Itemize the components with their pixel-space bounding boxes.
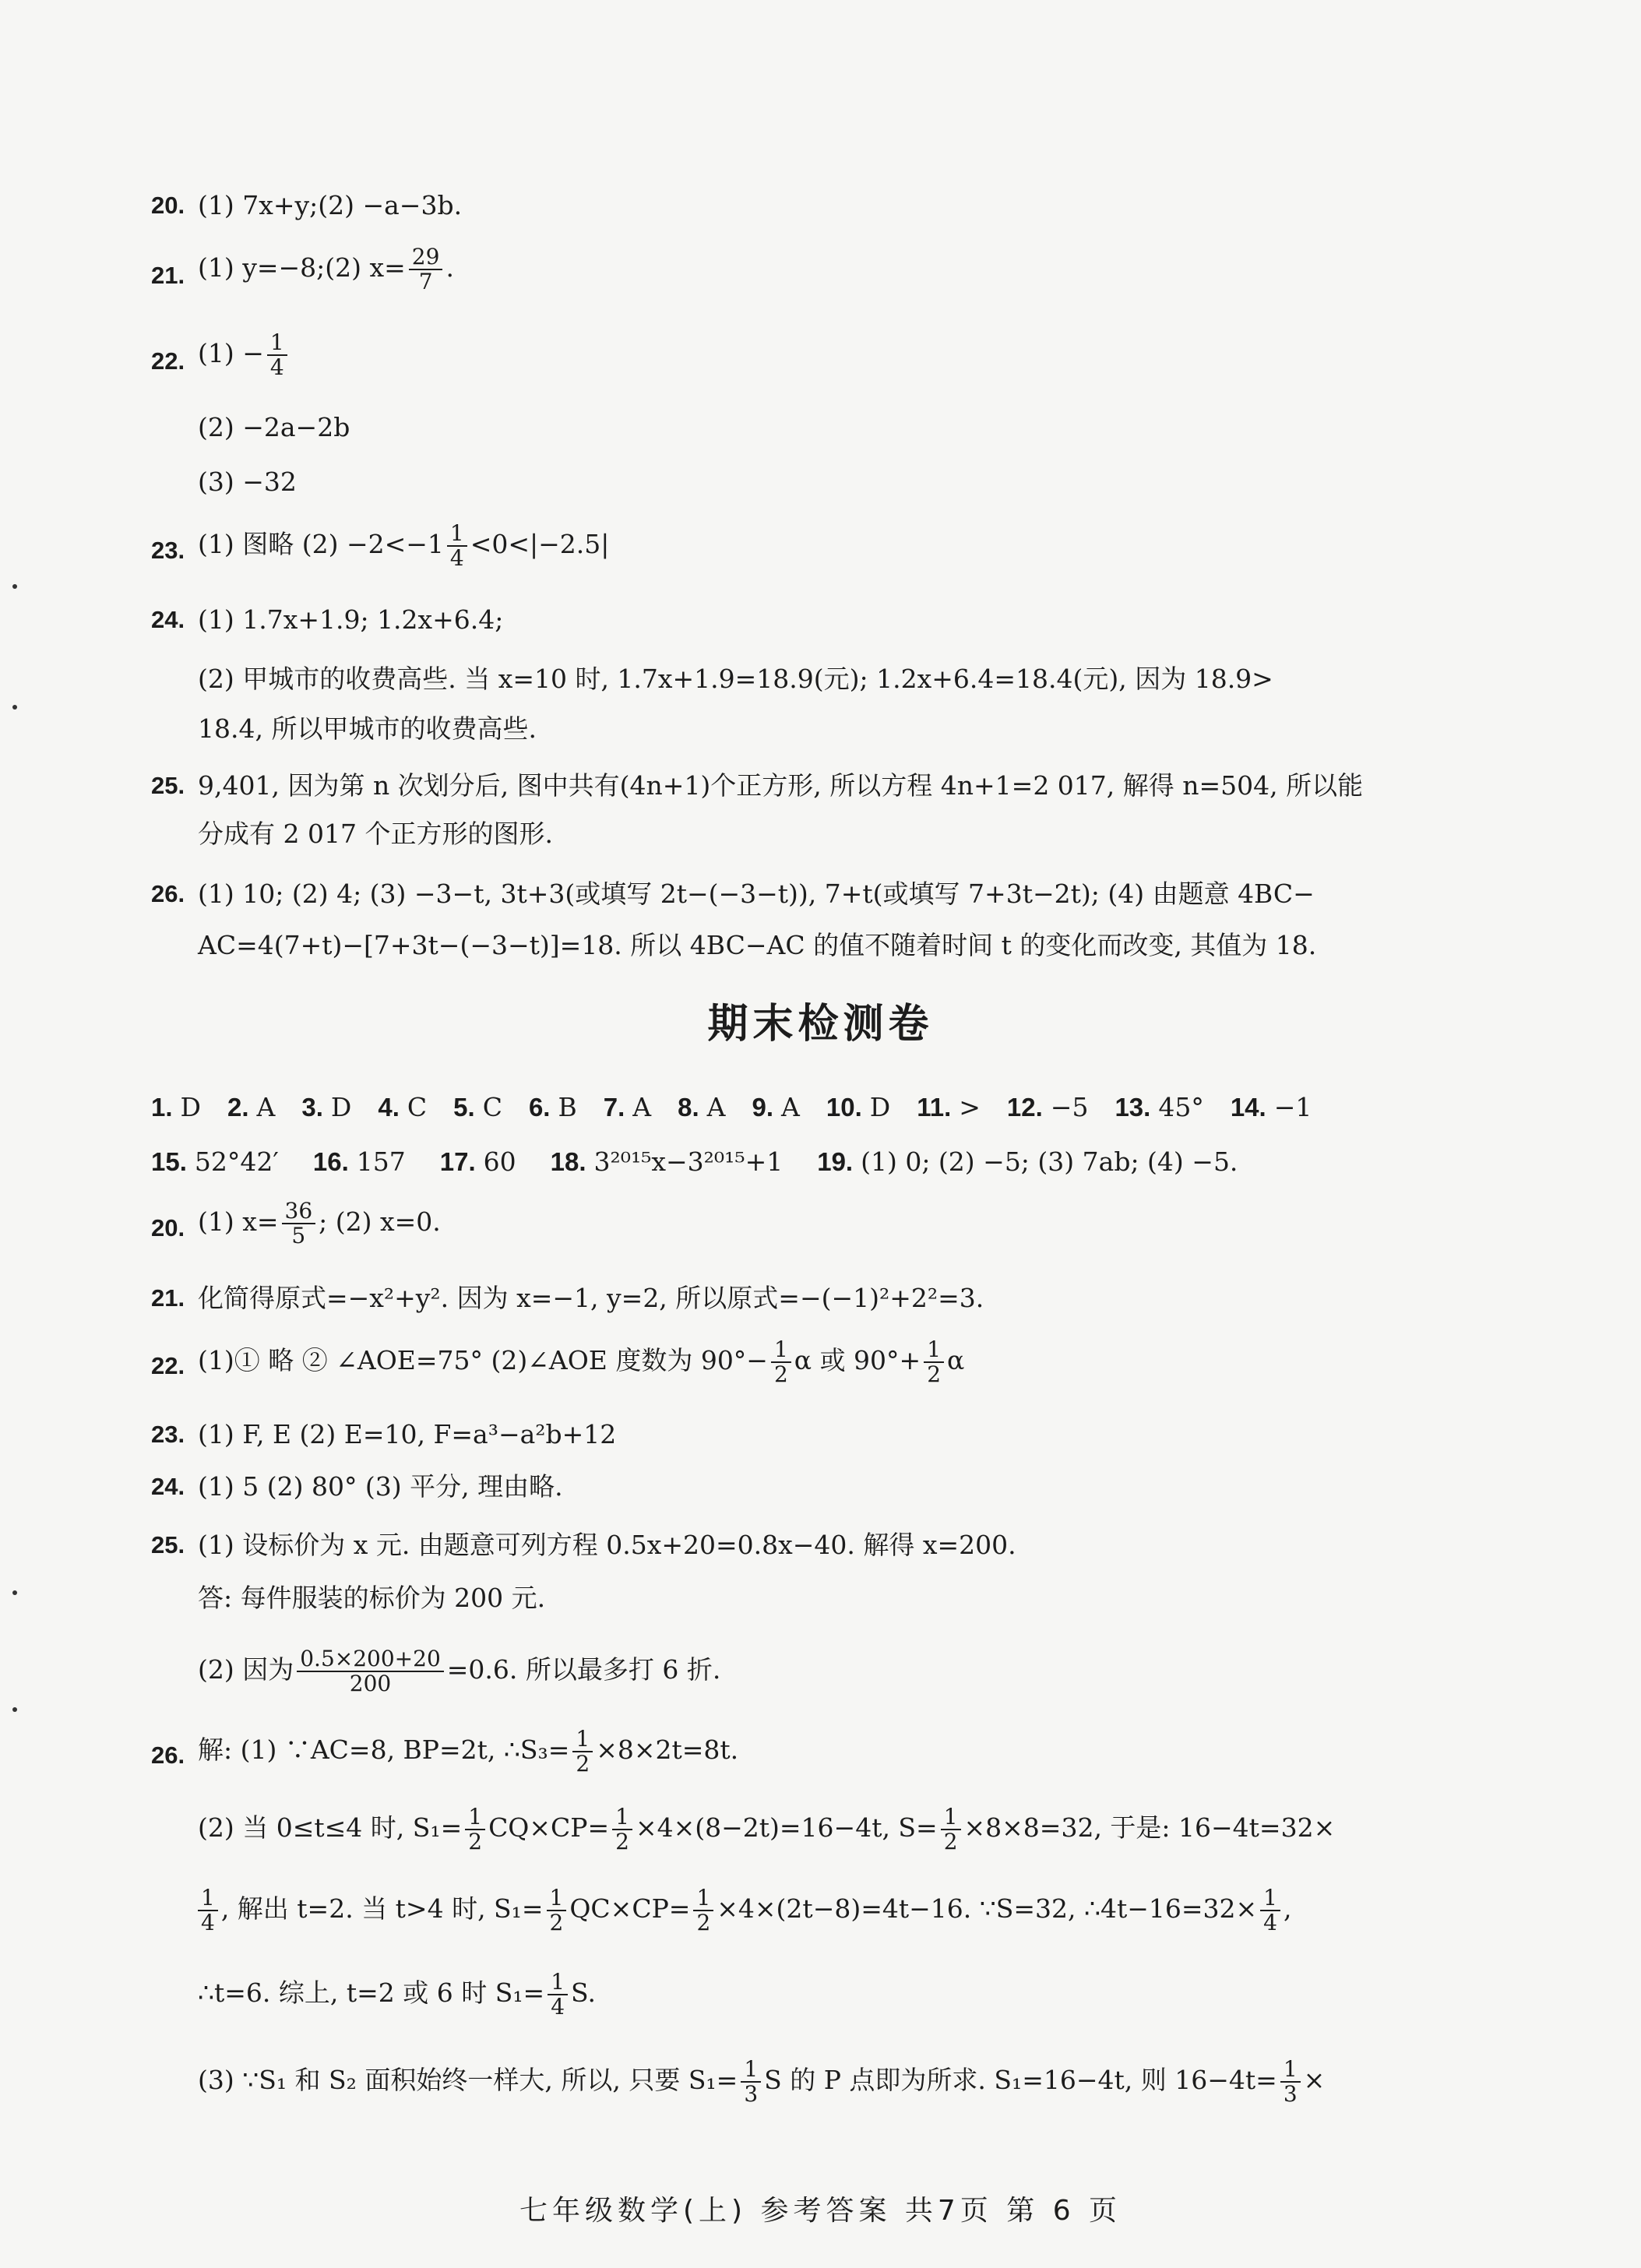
s2-q26-number: 26. <box>151 1742 185 1769</box>
mc-value: D <box>869 1092 891 1122</box>
mc-number: 8. <box>678 1093 699 1122</box>
mc-answer <box>227 1092 275 1122</box>
q20-number: 20. <box>151 192 185 219</box>
mc-number: 14. <box>1230 1093 1266 1122</box>
mc-number: 18. <box>550 1147 586 1176</box>
q23-answer: (1) 图略 (2) −2<−1 $\frac{1}{4}$ <0<|−2.5| <box>198 520 610 571</box>
q25-number: 25. <box>151 772 185 799</box>
mc-number: 19. <box>817 1147 854 1176</box>
mc-answer <box>1231 1092 1312 1122</box>
s2-q22-number: 22. <box>151 1352 185 1379</box>
mc-answer <box>826 1092 890 1122</box>
s2-q21-number: 21. <box>151 1284 185 1312</box>
mc-value: −1 <box>1273 1092 1312 1122</box>
mc-answer <box>678 1092 725 1122</box>
mc-value: 157 <box>356 1146 406 1177</box>
s2-q26-line5: (3) ∵S₁ 和 S₂ 面积始终一样大, 所以, 只要 S₁= $\frac{1}{3}$ S 的 P 点即为所求. S₁=16−4t, 则 16−4t= $\frac{1}{3}$ × <box>198 2056 1326 2107</box>
margin-dot <box>12 1590 17 1595</box>
mc-number: 11. <box>917 1093 952 1122</box>
s2-q26-line2: (2) 当 0≤t≤4 时, S₁= $\frac{1}{2}$ CQ×CP= $\frac{1}{2}$ ×4×(8−2t)=16−4t, S= $\frac{1}{2}$ ×8×8=32, 于是: 16−4t=32× <box>198 1804 1336 1854</box>
margin-dot <box>12 705 17 710</box>
mc-answer <box>151 1146 279 1177</box>
s2-q20-answer: (1) x= $\frac{36}{5}$ ; (2) x=0. <box>198 1198 441 1248</box>
mc-value: A <box>256 1092 276 1122</box>
mc-value: > <box>959 1092 981 1122</box>
mc-value: C <box>407 1092 428 1122</box>
mc-number: 5. <box>453 1093 475 1122</box>
page-footer: 七年级数学(上) 参考答案 共7页 第 6 页 <box>519 2195 1122 2227</box>
s2-q25-line2: 答: 每件服装的标价为 200 元. <box>198 1583 546 1613</box>
mc-value: 45° <box>1158 1092 1204 1122</box>
s2-q25-line3: (2) 因为 $\frac{0.5\times 200+20}{200}$ =0.6. 所以最多打 6 折. <box>198 1646 721 1696</box>
q24-line1: (1) 1.7x+1.9; 1.2x+6.4; <box>198 604 504 635</box>
s2-q24-answer: (1) 5 (2) 80° (3) 平分, 理由略. <box>198 1471 563 1502</box>
q24-line2: (2) 甲城市的收费高些. 当 x=10 时, 1.7x+1.9=18.9(元); 1.2x+6.4=18.4(元), 因为 18.9> <box>198 664 1273 694</box>
s2-q23-number: 23. <box>151 1421 185 1448</box>
mc-value: 60 <box>483 1146 516 1177</box>
mc-answer <box>551 1146 784 1177</box>
q25-line1: 9,401, 因为第 n 次划分后, 图中共有(4n+1)个正方形, 所以方程 4n+1=2 017, 解得 n=504, 所以能 <box>198 770 1364 801</box>
mc-number: 16. <box>312 1147 349 1176</box>
mc-value: (1) 0; (2) −5; (3) 7ab; (4) −5. <box>861 1146 1238 1177</box>
mc-value: C <box>482 1092 502 1122</box>
mc-answer <box>151 1092 201 1122</box>
mc-number: 6. <box>528 1093 551 1122</box>
s2-q23-answer: (1) F, E (2) E=10, F=a³−a²b+12 <box>198 1419 617 1449</box>
mc-answer <box>453 1092 502 1122</box>
mc-value: A <box>706 1092 726 1122</box>
s2-q25-line1: (1) 设标价为 x 元. 由题意可列方程 0.5x+20=0.8x−40. 解得 x=200. <box>198 1530 1016 1560</box>
mc-value: A <box>632 1092 652 1122</box>
mc-number: 9. <box>752 1093 774 1122</box>
s2-q26-line4: ∴t=6. 综上, t=2 或 6 时 S₁= $\frac{1}{4}$ S. <box>198 1969 596 2020</box>
q24-line3: 18.4, 所以甲城市的收费高些. <box>198 713 537 744</box>
mc-answer <box>313 1146 406 1177</box>
margin-dot <box>12 1707 17 1712</box>
q23-number: 23. <box>151 537 185 564</box>
s2-q24-number: 24. <box>151 1473 185 1500</box>
mc-number: 17. <box>439 1147 476 1176</box>
mc-line-1 <box>151 1089 1338 1126</box>
q20-answer: (1) 7x+y;(2) −a−3b. <box>198 190 463 220</box>
mc-number: 7. <box>603 1093 625 1122</box>
q22-number: 22. <box>151 347 185 375</box>
mc-value: D <box>180 1092 201 1122</box>
mc-value: D <box>330 1092 352 1122</box>
q26-line2: AC=4(7+t)−[7+3t−(−3−t)]=18. 所以 4BC−AC 的值不随着时间 t 的变化而改变, 其值为 18. <box>198 930 1317 960</box>
s2-q21-answer: 化简得原式=−x²+y². 因为 x=−1, y=2, 所以原式=−(−1)²+2²=3. <box>198 1283 984 1313</box>
mc-value: 3²⁰¹⁵x−3²⁰¹⁵+1 <box>593 1146 784 1177</box>
s2-q26-line1: 解: (1) ∵AC=8, BP=2t, ∴S₃= $\frac{1}{2}$ ×8×2t=8t. <box>198 1726 739 1777</box>
mc-number: 4. <box>378 1093 400 1122</box>
s2-q22-answer: (1)① 略 ② ∠AOE=75° (2)∠AOE 度数为 90°− $\frac{1}{2}$ α 或 90°+ $\frac{1}{2}$ α <box>198 1336 965 1387</box>
q25-line2: 分成有 2 017 个正方形的图形. <box>198 819 553 849</box>
mc-number: 15. <box>151 1147 187 1176</box>
mc-number: 13. <box>1115 1093 1151 1122</box>
mc-line-2 <box>151 1143 1272 1181</box>
mc-answer <box>529 1092 577 1122</box>
mc-number: 3. <box>301 1093 323 1122</box>
margin-dot <box>12 584 17 589</box>
mc-value: 52°42′ <box>194 1146 279 1177</box>
mc-number: 2. <box>227 1093 249 1122</box>
q22-part1: (1) − $\frac{1}{4}$ <box>198 331 291 379</box>
mc-answer <box>1115 1092 1203 1122</box>
mc-value: A <box>781 1092 800 1122</box>
mc-number: 1. <box>151 1093 173 1122</box>
q22-part2: (2) −2a−2b <box>198 412 350 442</box>
mc-answer <box>604 1092 651 1122</box>
mc-number: 12. <box>1006 1093 1043 1122</box>
s2-q26-line3: $\frac{1}{4}$ , 解出 t=2. 当 t>4 时, S₁= $\frac{1}{2}$ QC×CP= $\frac{1}{2}$ ×4×(2t−8)=4t−16. ∵S=32, ∴4t−16=32× $\frac{1}{4}$ , <box>198 1886 1291 1935</box>
mc-answer <box>301 1092 351 1122</box>
q21-answer: (1) y=−8;(2) x= $\frac{29}{7}$ . <box>198 244 454 294</box>
mc-answer <box>752 1092 799 1122</box>
mc-answer <box>917 1092 981 1122</box>
q24-number: 24. <box>151 606 185 633</box>
mc-answer <box>378 1092 427 1122</box>
s2-q20-number: 20. <box>151 1214 185 1241</box>
mc-answer <box>440 1146 516 1177</box>
mc-number: 10. <box>826 1093 862 1122</box>
q26-number: 26. <box>151 880 185 907</box>
q26-line1: (1) 10; (2) 4; (3) −3−t, 3t+3(或填写 2t−(−3−t)), 7+t(或填写 7+3t−2t); (4) 由题意 4BC− <box>198 879 1315 909</box>
section-title: 期末检测卷 <box>707 1001 934 1048</box>
s2-q25-number: 25. <box>151 1531 185 1558</box>
mc-value: B <box>558 1092 577 1122</box>
q22-part3: (3) −32 <box>198 467 297 497</box>
mc-value: −5 <box>1050 1092 1089 1122</box>
mc-answer <box>1007 1092 1089 1122</box>
q21-number: 21. <box>151 262 185 289</box>
mc-answer <box>817 1146 1238 1177</box>
